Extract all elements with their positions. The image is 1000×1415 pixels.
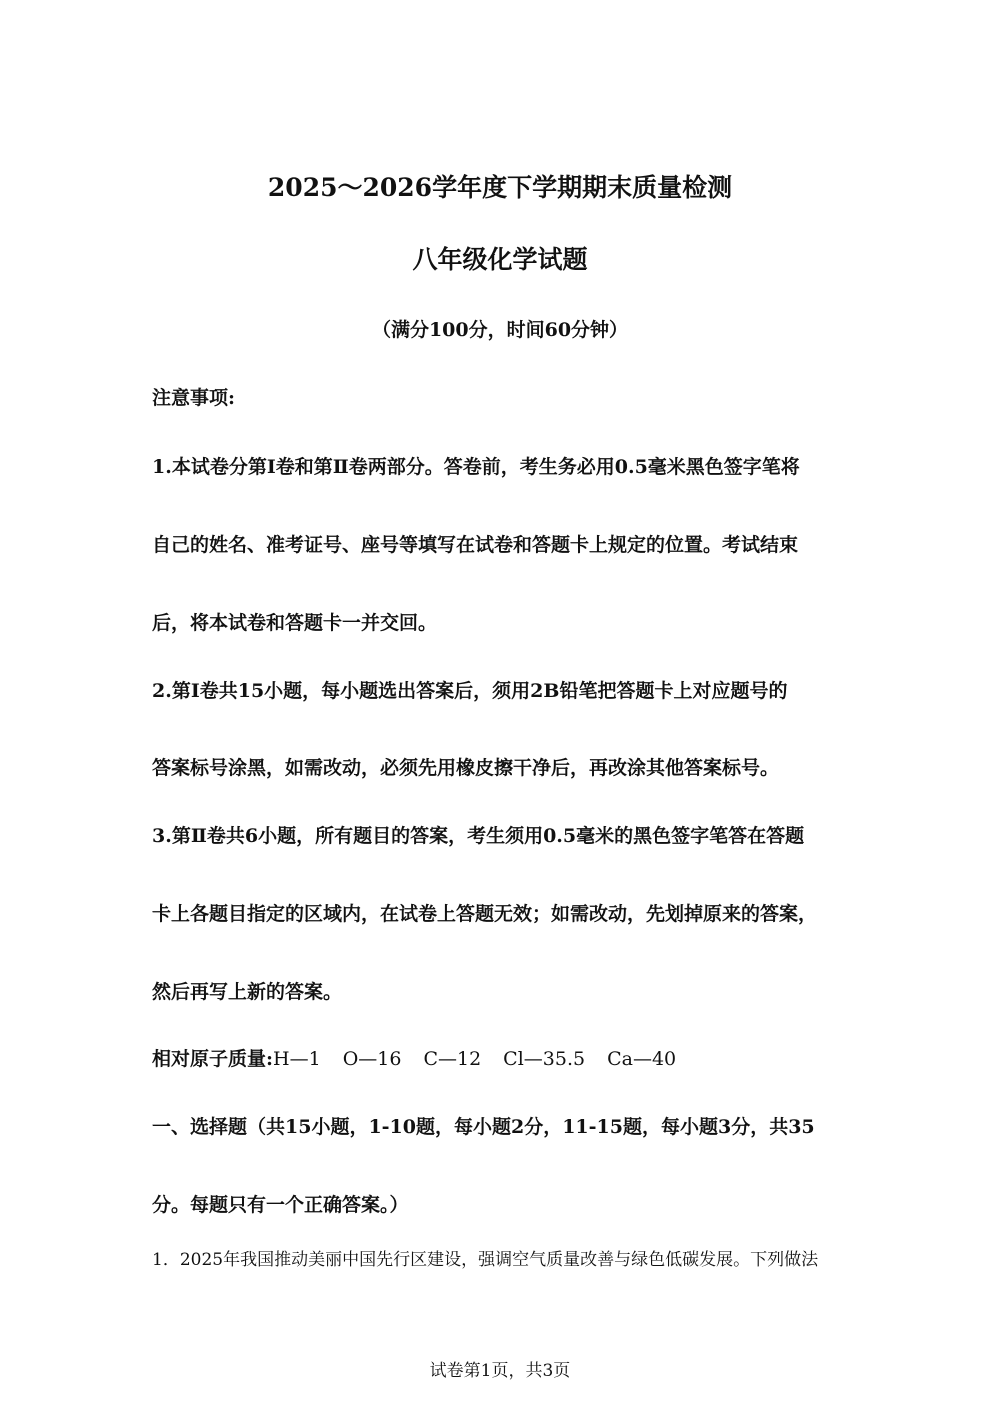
atomic-mass-item: Cl—35.5 xyxy=(503,1048,586,1070)
page-footer: 试卷第1页，共3页 xyxy=(429,1361,571,1381)
notice-line: 答案标号涂黑，如需改动，必须先用橡皮擦干净后，再改涂其他答案标号。 xyxy=(152,757,780,779)
exam-title: 2025～2026学年度下学期期末质量检测 xyxy=(267,173,733,202)
notice-line: 2.第Ⅰ卷共15小题，每小题选出答案后，须用2B铅笔把答题卡上对应题号的 xyxy=(152,680,788,702)
atomic-mass-label: 相对原子质量: xyxy=(152,1048,274,1070)
notice-heading: 注意事项: xyxy=(152,387,236,409)
notice-line: 然后再写上新的答案。 xyxy=(152,981,343,1003)
notice-line: 3.第Ⅱ卷共6小题，所有题目的答案，考生须用0.5毫米的黑色签字笔答在答题 xyxy=(152,825,805,847)
atomic-mass-item: H—1 xyxy=(273,1048,321,1070)
atomic-mass-item: C—12 xyxy=(423,1048,482,1070)
question-1: 1．2025年我国推动美丽中国先行区建设，强调空气质量改善与绿色低碳发展。下列做法 xyxy=(152,1250,819,1270)
notice-line: 后，将本试卷和答题卡一并交回。 xyxy=(152,612,438,634)
notice-line: 卡上各题目指定的区域内，在试卷上答题无效；如需改动，先划掉原来的答案， xyxy=(152,903,818,925)
atomic-mass-item: O—16 xyxy=(342,1048,402,1070)
section-heading: 分。每题只有一个正确答案。） xyxy=(152,1194,409,1216)
notice-line: 自己的姓名、准考证号、座号等填写在试卷和答题卡上规定的位置。考试结束 xyxy=(152,534,799,556)
section-heading: 一、选择题（共15小题，1-10题，每小题2分，11-15题，每小题3分，共35 xyxy=(152,1116,815,1138)
exam-subtitle: 八年级化学试题 xyxy=(412,245,588,274)
atomic-mass-row xyxy=(152,1044,698,1071)
notice-line: 1.本试卷分第Ⅰ卷和第Ⅱ卷两部分。答卷前，考生务必用0.5毫米黑色签字笔将 xyxy=(152,456,800,478)
score-time-note: （满分100分，时间60分钟） xyxy=(371,319,629,341)
atomic-mass-item: Ca—40 xyxy=(607,1048,677,1070)
